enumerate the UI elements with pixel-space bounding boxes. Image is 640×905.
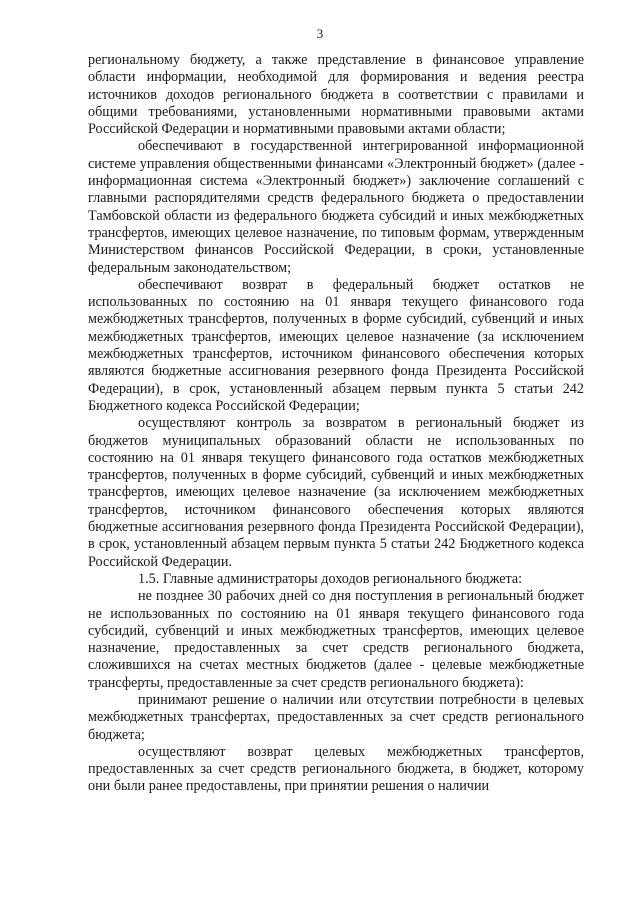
- paragraph-deadline: не позднее 30 рабочих дней со дня поступления в региональный бюджет не использованных по состоянию на 01 января текущего финансового года субсидий, субвенций и иных межбюджетных трансфертов, имеющих целевое назначение, предоставленных за счет средств регионального бюджета, сложившихся на счетах местных бюджетов (далее - целевые межбюджетные трансферты, предоставленные за счет средств регионального бюджета):: [88, 588, 584, 691]
- page-number: 3: [316, 26, 324, 41]
- paragraph-decision: принимают решение о наличии или отсутствии потребности в целевых межбюджетных трансфертах, предоставленных за счет средств регионального бюджета;: [88, 691, 584, 743]
- paragraph-continuation: региональному бюджету, а также представление в финансовое управление области информации, необходимой для формирования и ведения реестра источников доходов регионального бюджета в соответствии с правилами и общими требованиями, установленными нормативными правовыми актами Российской Федерации и нормативными правовыми актами области;: [88, 52, 584, 138]
- paragraph-return-transfers: осуществляют возврат целевых межбюджетных трансфертов, предоставленных за счет средств регионального бюджета, в бюджет, которому они были ранее предоставлены, при принятии решения о наличии: [88, 743, 584, 795]
- document-body: [88, 52, 584, 796]
- paragraph-federal-return: обеспечивают возврат в федеральный бюджет остатков не использованных по состоянию на 01 января текущего финансового года межбюджетных трансфертов, полученных в форме субсидий, субвенций и иных межбюджетных трансфертов, имеющих целевое назначение (за исключением межбюджетных трансфертов, источником финансового обеспечения которых являются бюджетные ассигнования резервного фонда Президента Российской Федерации), в срок, установленный абзацем первым пункта 5 статьи 242 Бюджетного кодекса Российской Федерации;: [88, 276, 584, 414]
- paragraph-control-return: осуществляют контроль за возвратом в региональный бюджет из бюджетов муниципальных образований области не использованных по состоянию на 01 января текущего финансового года остатков межбюджетных трансфертов, полученных в форме субсидий, субвенций и иных межбюджетных трансфертов, имеющих целевое назначение (за исключением межбюджетных трансфертов, источником финансового обеспечения которых являются бюджетные ассигнования резервного фонда Президента Российской Федерации), в срок, установленный абзацем первым пункта 5 статьи 242 Бюджетного кодекса Российской Федерации.: [88, 415, 584, 570]
- paragraph-electronic-budget: обеспечивают в государственной интегрированной информационной системе управления общественными финансами «Электронный бюджет» (далее - информационная система «Электронный бюджет») заключение соглашений с главными распорядителями средств федерального бюджета о предоставлении Тамбовской области из федерального бюджета субсидий и иных межбюджетных трансфертов, имеющих целевое назначение, по типовым формам, утвержденным Министерством финансов Российской Федерации, в сроки, установленные федеральным законодательством;: [88, 138, 584, 276]
- section-heading-1-5: 1.5. Главные администраторы доходов регионального бюджета:: [138, 570, 523, 587]
